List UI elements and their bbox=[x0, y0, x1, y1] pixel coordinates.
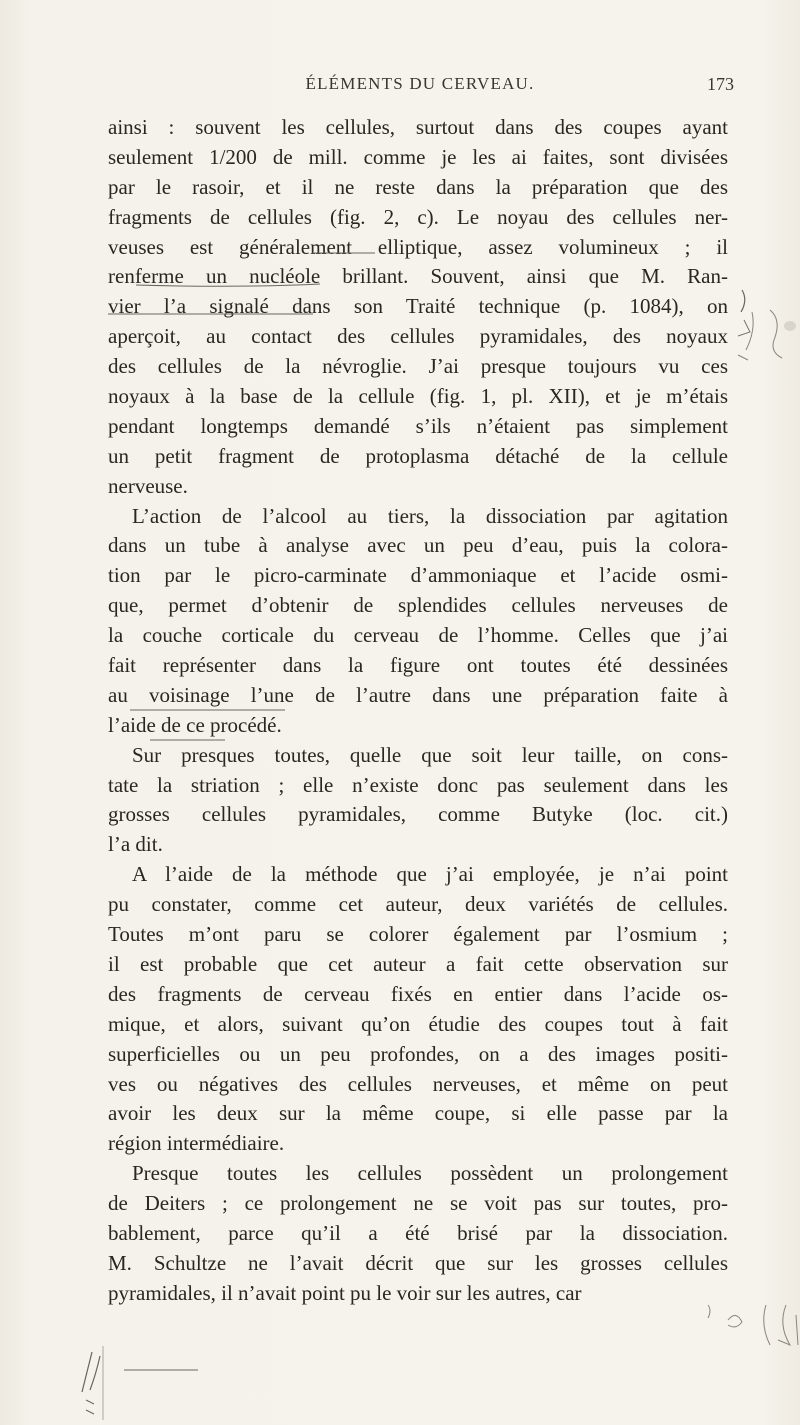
text-line: Presque toutes les cellules possèdent un prolongement bbox=[132, 1161, 728, 1186]
text-line: dans un tube à analyse avec un peu d’eau, puis la colora- bbox=[108, 533, 728, 558]
page-header bbox=[108, 74, 732, 104]
text-line: la couche corticale du cerveau de l’homme. Celles que j’ai bbox=[108, 623, 728, 648]
paragraph bbox=[108, 1159, 728, 1308]
text-line: ainsi : souvent les cellules, surtout dans des coupes ayant bbox=[108, 115, 728, 139]
text-line: tion par le picro-carminate d’ammoniaque et l’acide osmi- bbox=[108, 563, 728, 588]
text-line: pyramidales, il n’avait point pu le voir sur les autres, car bbox=[108, 1280, 582, 1305]
paragraph bbox=[108, 741, 728, 861]
text-line: Sur presques toutes, quelle que soit leur taille, on cons- bbox=[132, 742, 728, 767]
text-line: seulement 1/200 de mill. comme je les ai faites, sont divisées bbox=[108, 144, 728, 169]
text-line: au voisinage l’une de l’autre dans une préparation faite à bbox=[108, 682, 728, 707]
page-number: 173 bbox=[707, 74, 734, 94]
text-line: l’a dit. bbox=[108, 832, 163, 857]
text-line: L’action de l’alcool au tiers, la dissociation par agitation bbox=[132, 503, 728, 528]
text-line: mique, et alors, suivant qu’on étudie des coupes tout à fait bbox=[108, 1011, 728, 1036]
text-line: vier l’a signalé dans son Traité technique (p. 1084), on bbox=[108, 294, 728, 319]
running-title: ÉLÉMENTS DU CERVEAU. bbox=[305, 74, 535, 93]
text-line: des fragments de cerveau fixés en entier dans l’acide os- bbox=[108, 981, 728, 1006]
text-line: avoir les deux sur la même coupe, si elle passe par la bbox=[108, 1101, 728, 1126]
text-line: un petit fragment de protoplasma détaché de la cellule bbox=[108, 443, 728, 468]
text-line: Toutes m’ont paru se colorer également par l’osmium ; bbox=[108, 922, 728, 947]
text-line: superficielles ou un peu profondes, on a des images positi- bbox=[108, 1041, 728, 1066]
body-text bbox=[108, 113, 728, 1309]
paragraph bbox=[108, 860, 728, 1159]
text-line: aperçoit, au contact des cellules pyramidales, des noyaux bbox=[108, 324, 728, 349]
text-line: région intermédiaire. bbox=[108, 1131, 285, 1156]
text-line: des cellules de la névroglie. J’ai presque toujours vu ces bbox=[108, 354, 728, 379]
text-line: tate la striation ; elle n’existe donc pas seulement dans les bbox=[108, 772, 728, 797]
text-line: pu constater, comme cet auteur, deux variétés de cellules. bbox=[108, 892, 728, 917]
paragraph bbox=[108, 113, 728, 502]
text-line: noyaux à la base de la cellule (fig. 1, pl. XII), et je m’étais bbox=[108, 384, 728, 409]
text-line: renferme un nucléole brillant. Souvent, ainsi que M. Ran- bbox=[108, 264, 728, 289]
text-line: grosses cellules pyramidales, comme Butyke (loc. cit.) bbox=[108, 802, 728, 827]
text-line: ves ou négatives des cellules nerveuses, et même on peut bbox=[108, 1071, 728, 1096]
text-line: l’aide de ce procédé. bbox=[108, 712, 282, 737]
text-line: il est probable que cet auteur a fait cette observation sur bbox=[108, 951, 728, 976]
text-line: pendant longtemps demandé s’ils n’étaient pas simplement bbox=[108, 413, 728, 438]
text-line: fait représenter dans la figure ont toutes été dessinées bbox=[108, 653, 728, 678]
text-line: bablement, parce qu’il a été brisé par la dissociation. bbox=[108, 1220, 728, 1245]
text-line: par le rasoir, et il ne reste dans la préparation que des bbox=[108, 174, 728, 199]
paragraph bbox=[108, 502, 728, 741]
text-line: A l’aide de la méthode que j’ai employée, je n’ai point bbox=[132, 862, 728, 887]
text-line: M. Schultze ne l’avait décrit que sur les grosses cellules bbox=[108, 1250, 728, 1275]
text-line: que, permet d’obtenir de splendides cellules nerveuses de bbox=[108, 593, 728, 618]
text-line: veuses est généralement elliptique, assez volumineux ; il bbox=[108, 234, 728, 259]
text-line: fragments de cellules (fig. 2, c). Le noyau des cellules ner- bbox=[108, 204, 728, 229]
text-line: nerveuse. bbox=[108, 473, 188, 498]
text-line: de Deiters ; ce prolongement ne se voit pas sur toutes, pro- bbox=[108, 1191, 728, 1216]
